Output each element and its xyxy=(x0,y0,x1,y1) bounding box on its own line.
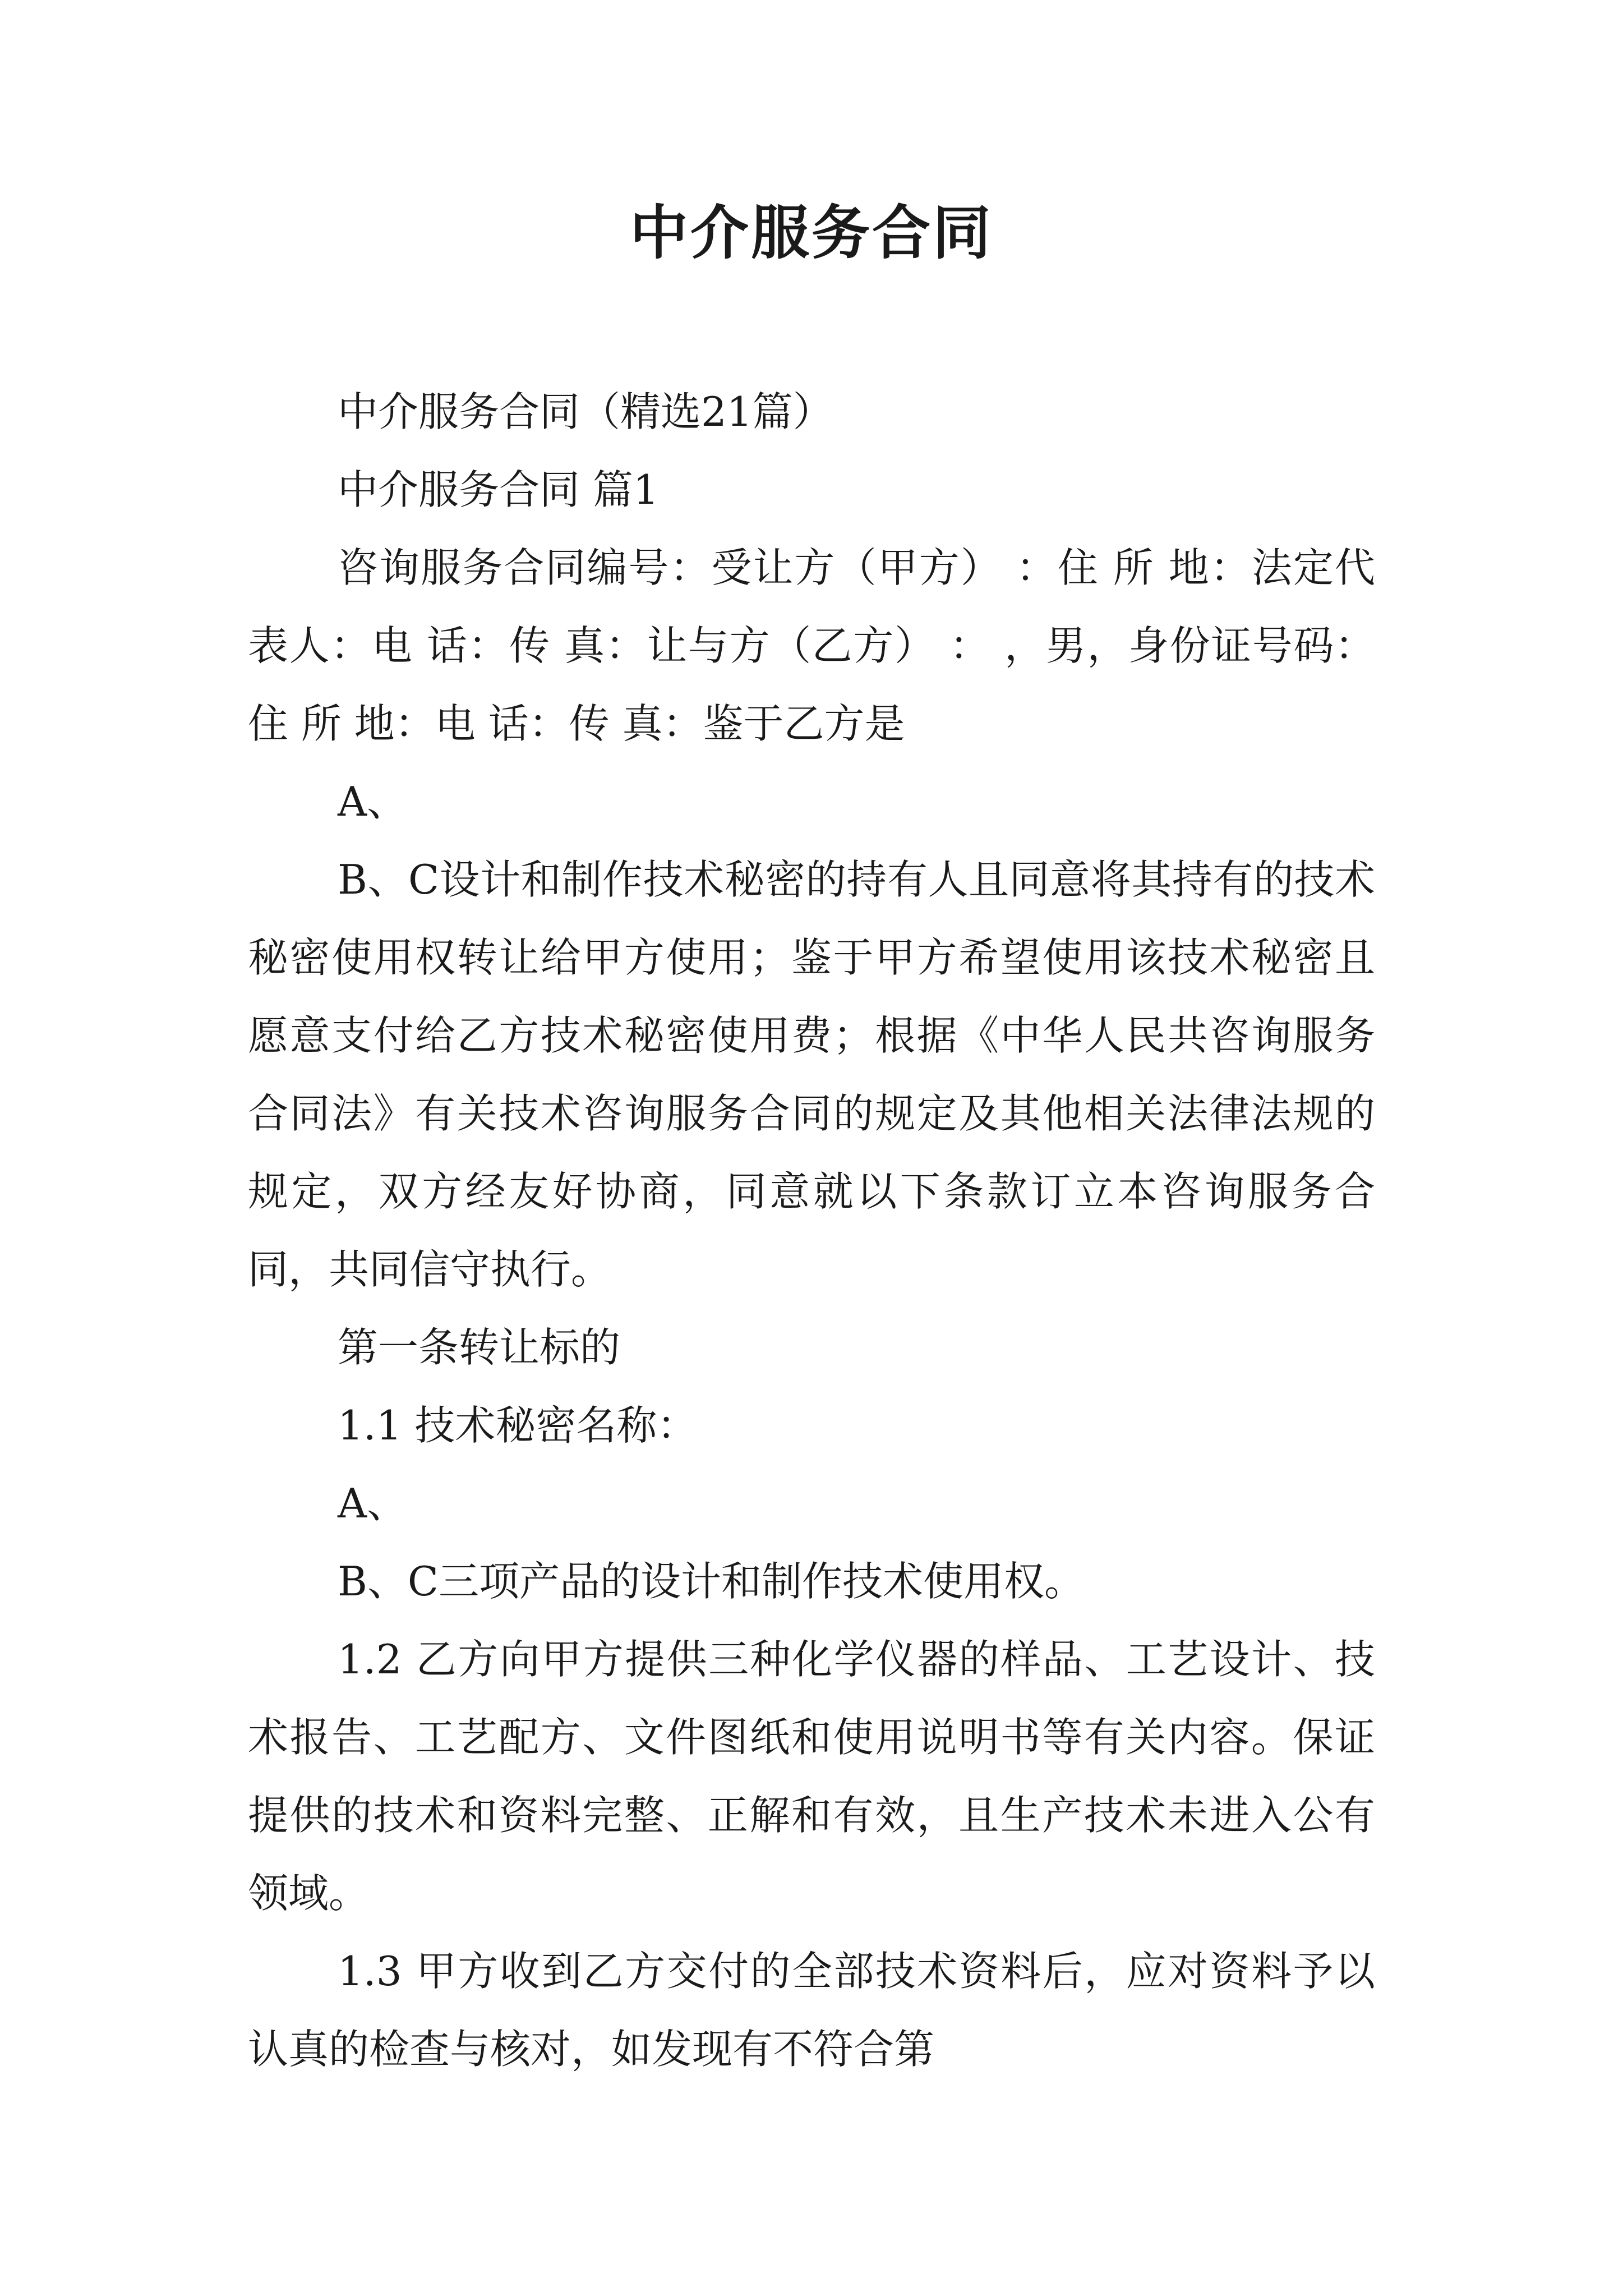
section-heading: 中介服务合同 篇1 xyxy=(338,466,659,513)
clause-1-3: 1.3 甲方收到乙方交付的全部技术资料后，应对资料予以认真的检查与核对，如发现有不符合第 xyxy=(248,1948,1375,2073)
item-a-paragraph-2: A、 xyxy=(338,1480,407,1527)
clause-1-1: 1.1 技术秘密名称： xyxy=(338,1402,698,1449)
item-a-paragraph: A、 xyxy=(338,778,407,825)
preamble-paragraph: B、C设计和制作技术秘密的持有人且同意将其持有的技术秘密使用权转让给甲方使用；鉴于甲方希望使用该技术秘密且愿意支付给乙方技术秘密使用费；根据《中华人民共咨询服务合同法》有关技术咨询服务合同的规定及其他相关法律法规的规定，双方经友好协商，同意就以下条款订立本咨询服务合同，共同信守执行。 xyxy=(248,856,1375,1293)
clause-1-2: 1.2 乙方向甲方提供三种化学仪器的样品、工艺设计、技术报告、工艺配方、文件图纸和使用说明书等有关内容。保证提供的技术和资料完整、正解和有效，且生产技术未进入公有领域。 xyxy=(248,1636,1375,1917)
subtitle-paragraph: 中介服务合同（精选21篇） xyxy=(338,388,833,435)
parties-paragraph: 咨询服务合同编号：受让方（甲方） ：住 所 地：法定代表人：电 话：传 真：让与方（乙方） ： ，男，身份证号码：住 所 地：电 话：传 真：鉴于乙方是 xyxy=(248,544,1375,747)
document-title: 中介服务合同 xyxy=(629,199,993,267)
article-heading: 第一条转让标的 xyxy=(338,1324,621,1371)
document-body xyxy=(248,373,1375,2088)
item-bc-paragraph: B、C三项产品的设计和制作技术使用权。 xyxy=(338,1558,1085,1605)
